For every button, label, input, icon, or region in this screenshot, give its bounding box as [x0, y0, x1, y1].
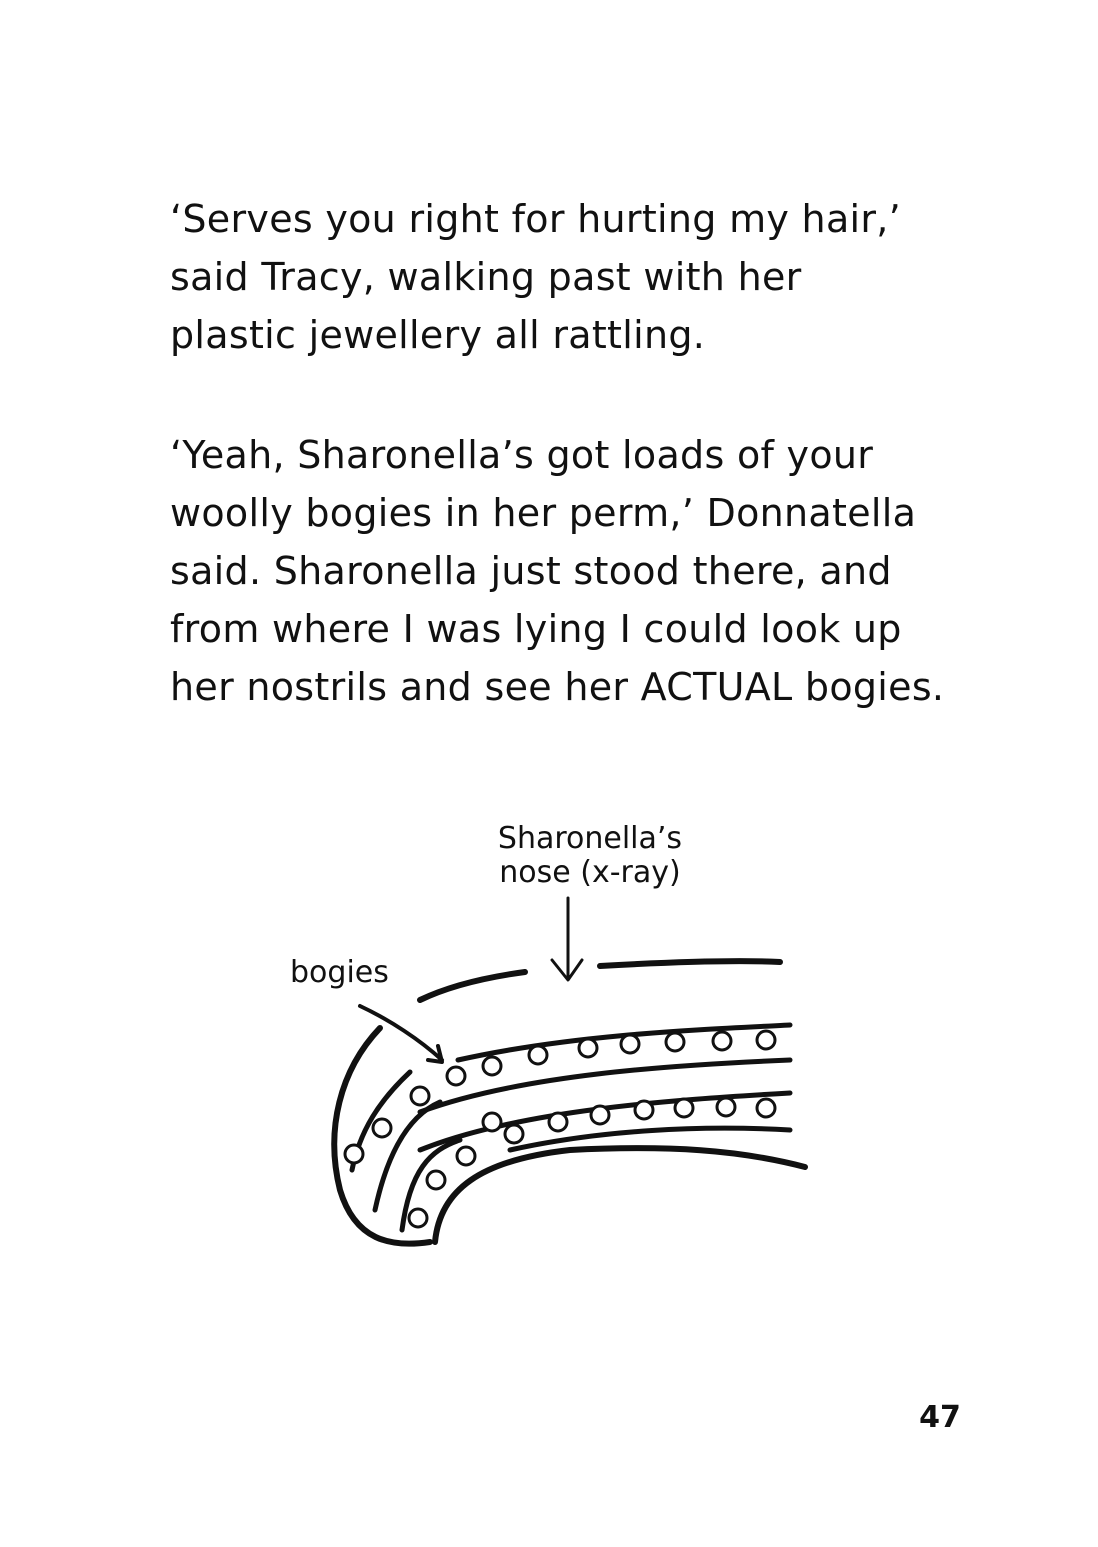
paragraph-2: [170, 426, 970, 716]
bogie-icon: [579, 1039, 597, 1057]
page-number: 47: [919, 1400, 961, 1435]
paragraph-line: said. Sharonella just stood there, and: [170, 549, 892, 593]
bogie-icon: [666, 1033, 684, 1051]
nose-top-outline: [420, 972, 525, 1000]
paragraph-line: woolly bogies in her perm,’ Donnatella: [170, 491, 917, 535]
bogies-label: bogies: [290, 955, 389, 990]
nose-label-line-2: nose (x-ray): [499, 855, 681, 890]
nose-label-line-1: Sharonella’s: [497, 821, 683, 856]
bogie-icon: [409, 1209, 427, 1227]
xray-arrow-icon: [552, 898, 582, 980]
paragraph-line: plastic jewellery all rattling.: [170, 313, 706, 357]
nose-xray-illustration: [270, 810, 830, 1270]
nose-top-outline-right: [600, 961, 780, 966]
bogie-icon: [591, 1106, 609, 1124]
bogie-icon: [549, 1113, 567, 1131]
bogie-icon: [483, 1113, 501, 1131]
paragraph-line: said Tracy, walking past with her: [170, 255, 802, 299]
bogie-icon: [483, 1057, 501, 1075]
bogie-icon: [373, 1119, 391, 1137]
paragraph-line: from where I was lying I could look up: [170, 607, 902, 651]
bogie-icon: [529, 1046, 547, 1064]
bogie-icon: [757, 1099, 775, 1117]
bogie-icon: [457, 1147, 475, 1165]
paragraph-line: ‘Serves you right for hurting my hair,’: [170, 197, 902, 241]
bogie-icon: [757, 1031, 775, 1049]
bogie-icon: [635, 1101, 653, 1119]
bogie-icon: [621, 1035, 639, 1053]
bogie-icon: [505, 1125, 523, 1143]
bogie-icon: [427, 1171, 445, 1189]
bogie-icon: [411, 1087, 429, 1105]
nose-drawing: [270, 810, 830, 1270]
bogie-icon: [345, 1145, 363, 1163]
paragraph-line: her nostrils and see her ACTUAL bogies.: [170, 665, 945, 709]
paragraph-1: [170, 190, 970, 364]
bogie-icon: [675, 1099, 693, 1117]
paragraph-line: ‘Yeah, Sharonella’s got loads of your: [170, 433, 874, 477]
bogie-icon: [447, 1067, 465, 1085]
bogie-icon: [713, 1032, 731, 1050]
bogie-icon: [717, 1098, 735, 1116]
passage-lower-wall-4: [435, 1148, 805, 1242]
